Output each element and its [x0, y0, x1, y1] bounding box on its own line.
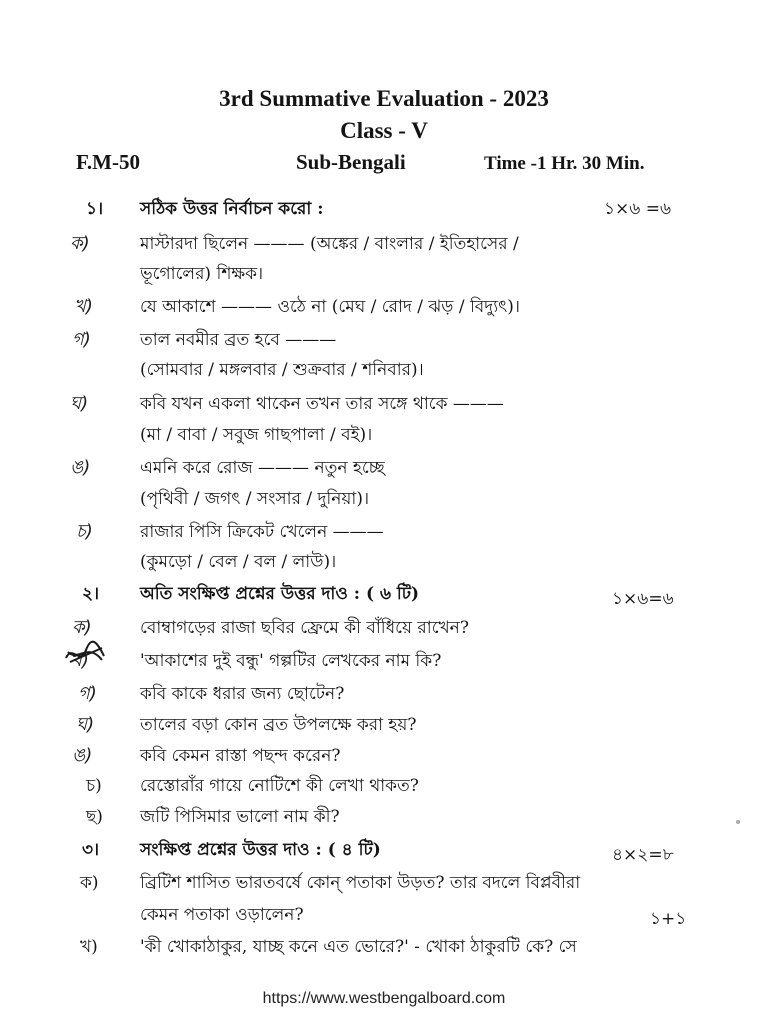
source-url: https://www.westbengalboard.com: [262, 990, 506, 1007]
question-line: কবি কাকে ধরার জন্য ছোটেন?: [140, 684, 345, 704]
section-1-number: ১।: [86, 199, 104, 219]
subject-label: Sub-Bengali: [296, 150, 406, 174]
question-line: (সোমবার / মঙ্গলবার / শুক্রবার / শনিবার)।: [140, 360, 424, 380]
item-label: গ): [78, 683, 97, 704]
class-label: Class - V: [340, 118, 428, 143]
section-1-marks: ১×৬ =৬: [604, 199, 672, 219]
question-line: তালের বড়া কোন ব্রত উপলক্ষে করা হয়?: [140, 715, 417, 735]
speck: [736, 820, 740, 824]
item-label: খ): [74, 296, 93, 317]
item-label: ক): [70, 233, 90, 254]
item-label: ঘ): [76, 714, 95, 735]
section-3-marks: ৪×২=৮: [612, 845, 674, 865]
question-line: রেস্তোরাঁর গায়ে নোটিশে কী লেখা থাকত?: [140, 776, 419, 796]
question-line: কবি কেমন রাস্তা পছন্দ করেন?: [140, 746, 341, 766]
item-label: ক): [72, 617, 92, 638]
question-line: ভূগোলের) শিক্ষক।: [140, 264, 264, 284]
item-label: চ): [86, 776, 102, 796]
item-marks: ১+১: [650, 909, 687, 929]
item-label: ঙ): [72, 745, 93, 766]
question-line: তাল নবমীর ব্রত হবে ———: [140, 330, 337, 350]
section-2-heading: অতি সংক্ষিপ্ত প্রশ্নের উত্তর দাও : ( ৬ টি): [140, 584, 420, 604]
section-3-heading: সংক্ষিপ্ত প্রশ্নের উত্তর দাও : ( ৪ টি): [140, 840, 381, 860]
item-label: খ): [70, 650, 89, 671]
section-1-heading: সঠিক উত্তর নির্বাচন করো :: [140, 199, 324, 219]
question-line: (মা / বাবা / সবুজ গাছপালা / বই)।: [140, 425, 373, 445]
item-label: চ): [76, 521, 93, 542]
question-line: 'কী খোকাঠাকুর, যাচ্ছ কনে এত ভোরে?' - খোকা ঠাকুরটি কে? সে: [140, 937, 577, 957]
item-label: ঙ): [70, 457, 91, 478]
question-line: ব্রিটিশ শাসিত ভারতবর্ষে কোন্ পতাকা উড়ত? তার বদলে বিপ্লবীরা: [140, 873, 581, 893]
scribble-mark: [62, 640, 110, 668]
question-line: রাজার পিসি ক্রিকেট খেলেন ———: [140, 522, 384, 542]
item-label: ক): [80, 873, 99, 893]
exam-title: 3rd Summative Evaluation - 2023: [219, 86, 549, 111]
question-line: বোম্বাগড়ের রাজা ছবির ফ্রেমে কী বাঁধিয়ে রাখেন?: [140, 618, 469, 638]
question-line: (পৃথিবী / জগৎ / সংসার / দুনিয়া)।: [140, 489, 370, 509]
question-line: (কুমড়ো / বেল / বল / লাউ)।: [140, 552, 337, 572]
question-line: কেমন পতাকা ওড়ালেন?: [140, 905, 304, 925]
question-line: এমনি করে রোজ ——— নতুন হচ্ছে: [140, 458, 385, 478]
question-line: জটি পিসিমার ভালো নাম কী?: [140, 807, 340, 827]
section-2-number: ২।: [82, 584, 100, 604]
item-label: গ): [72, 329, 91, 350]
item-label: ঘ): [70, 393, 89, 414]
item-label: ছ): [86, 807, 103, 827]
question-line: যে আকাশে ——— ওঠে না (মেঘ / রোদ / ঝড় / বিদ্যুৎ)।: [140, 297, 520, 317]
question-line: মাস্টারদা ছিলেন ——— (অঙ্কের / বাংলার / ইতিহাসের /: [140, 234, 519, 254]
section-2-marks: ১×৬=৬: [612, 589, 674, 609]
item-label: খ): [80, 937, 98, 957]
section-3-number: ৩।: [82, 840, 100, 860]
time-label: Time -1 Hr. 30 Min.: [484, 153, 645, 174]
question-line: 'আকাশের দুই বন্ধু' গল্পটির লেখকের নাম কি?: [140, 651, 442, 671]
full-marks: F.M-50: [76, 150, 140, 174]
question-line: কবি যখন একলা থাকেন তখন তার সঙ্গে থাকে ———: [140, 394, 504, 414]
